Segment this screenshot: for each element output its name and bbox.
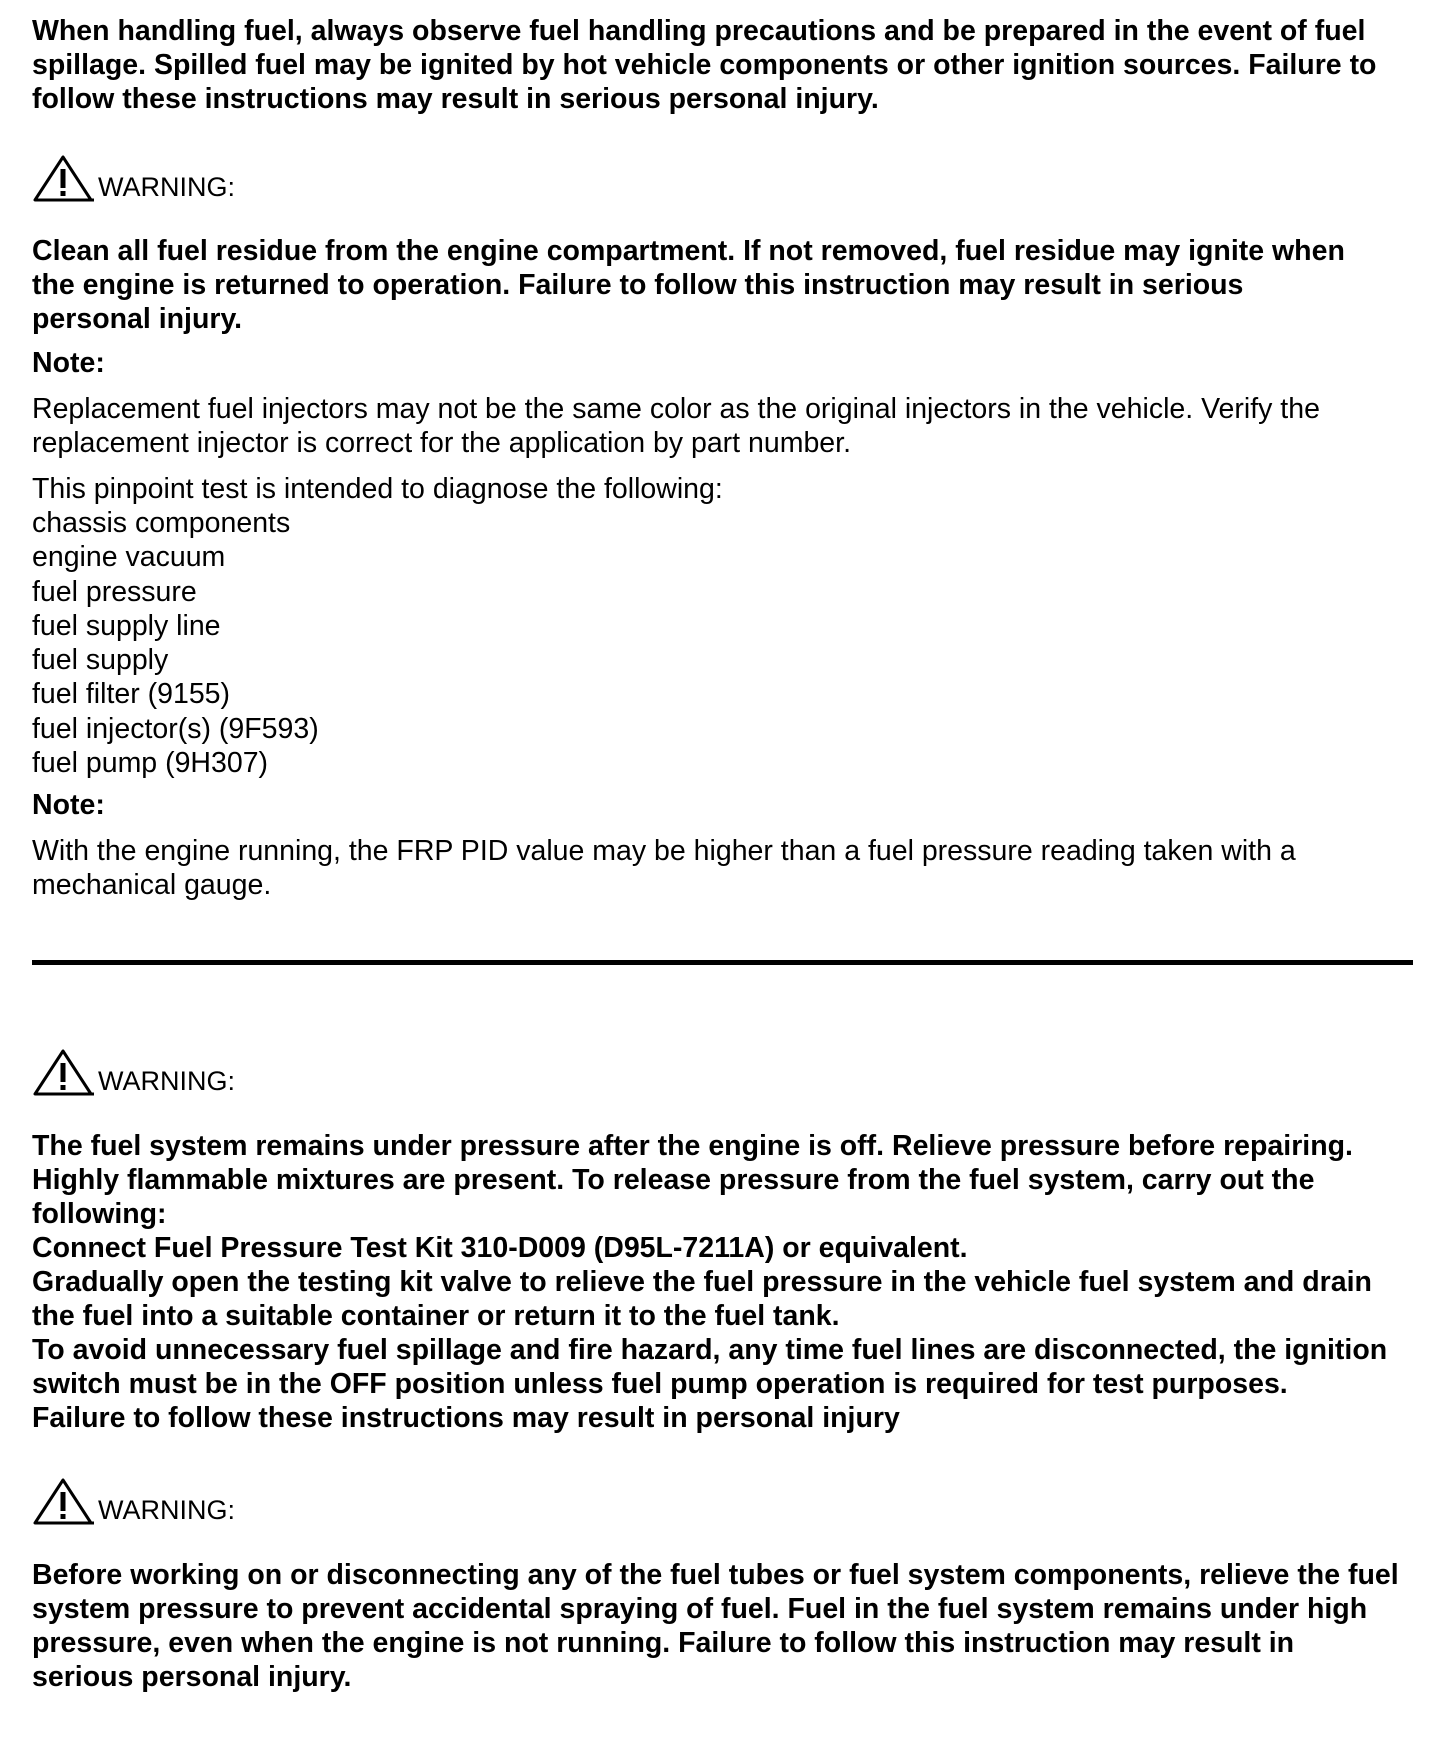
fuel-handling-precaution: When handling fuel, always observe fuel handling precautions and be prepared in the event of fuel spillage. Spilled fuel may be ignited by hot vehicle components or other ignition sources. Failure to follow these instructions may result in serious personal injury.	[32, 15, 1377, 115]
warning-line: Failure to follow these instructions may result in personal injury	[32, 1402, 900, 1434]
list-item: fuel supply	[32, 644, 169, 677]
warning-line: Gradually open the testing kit valve to relieve the fuel pressure in the vehicle fuel system and drain the fuel into a suitable container or return it to the fuel tank.	[32, 1266, 1372, 1332]
document-page	[32, 14, 1412, 902]
warning-triangle-icon	[32, 1048, 94, 1098]
warning-line: The fuel system remains under pressure after the engine is off. Relieve pressure before repairing. Highly flammable mixtures are present. To release pressure from the fuel system, carry out the following:	[32, 1130, 1353, 1230]
warning-heading-2	[32, 1046, 1412, 1098]
warning-label: WARNING:	[98, 1066, 235, 1096]
note-text-frp-pid: With the engine running, the FRP PID value may be higher than a fuel pressure reading taken with a mechanical gauge.	[32, 835, 1296, 902]
list-item: fuel injector(s) (9F593)	[32, 712, 319, 745]
warning-text-relieve-pressure: Before working on or disconnecting any of the fuel tubes or fuel system components, relieve the fuel system pressure to prevent accidental spraying of fuel. Fuel in the fuel system remains under high pressure, even when the engine is not running. Failure to follow this instruction may result in serious personal injury.	[32, 1559, 1399, 1693]
pinpoint-intro: This pinpoint test is intended to diagnose the following:	[32, 473, 723, 505]
section-divider	[32, 960, 1413, 965]
diagnose-list	[32, 506, 1412, 780]
warning-triangle-icon	[32, 1477, 94, 1527]
note-text-injector-color: Replacement fuel injectors may not be the same color as the original injectors in the vehicle. Verify the replacement injector is correct for the application by part number.	[32, 393, 1320, 459]
list-item: fuel supply line	[32, 609, 221, 642]
list-item: fuel filter (9155)	[32, 678, 231, 711]
warning-label: WARNING:	[98, 1495, 235, 1525]
warning-heading-3	[32, 1475, 1412, 1527]
document-page-lower	[32, 1046, 1412, 1694]
list-item: fuel pump (9H307)	[32, 747, 269, 780]
warning-text-fuel-residue: Clean all fuel residue from the engine compartment. If not removed, fuel residue may ignite when the engine is returned to operation. Failure to follow this instruction may result in serious personal injury.	[32, 235, 1345, 335]
warning-heading-1	[32, 152, 1412, 204]
note-label: Note:	[32, 347, 105, 379]
warning-triangle-icon	[32, 154, 94, 204]
note-label: Note:	[32, 789, 105, 822]
list-item: chassis components	[32, 507, 291, 539]
warning-line: To avoid unnecessary fuel spillage and fire hazard, any time fuel lines are disconnected, the ignition switch must be in the OFF position unless fuel pump operation is required for test purposes.	[32, 1334, 1388, 1400]
list-item: fuel pressure	[32, 575, 197, 608]
warning-text-fuel-pressure	[32, 1129, 1412, 1435]
warning-label: WARNING:	[98, 172, 235, 202]
warning-line: Connect Fuel Pressure Test Kit 310-D009 (D95L-7211A) or equivalent.	[32, 1232, 968, 1264]
list-item: engine vacuum	[32, 541, 226, 574]
